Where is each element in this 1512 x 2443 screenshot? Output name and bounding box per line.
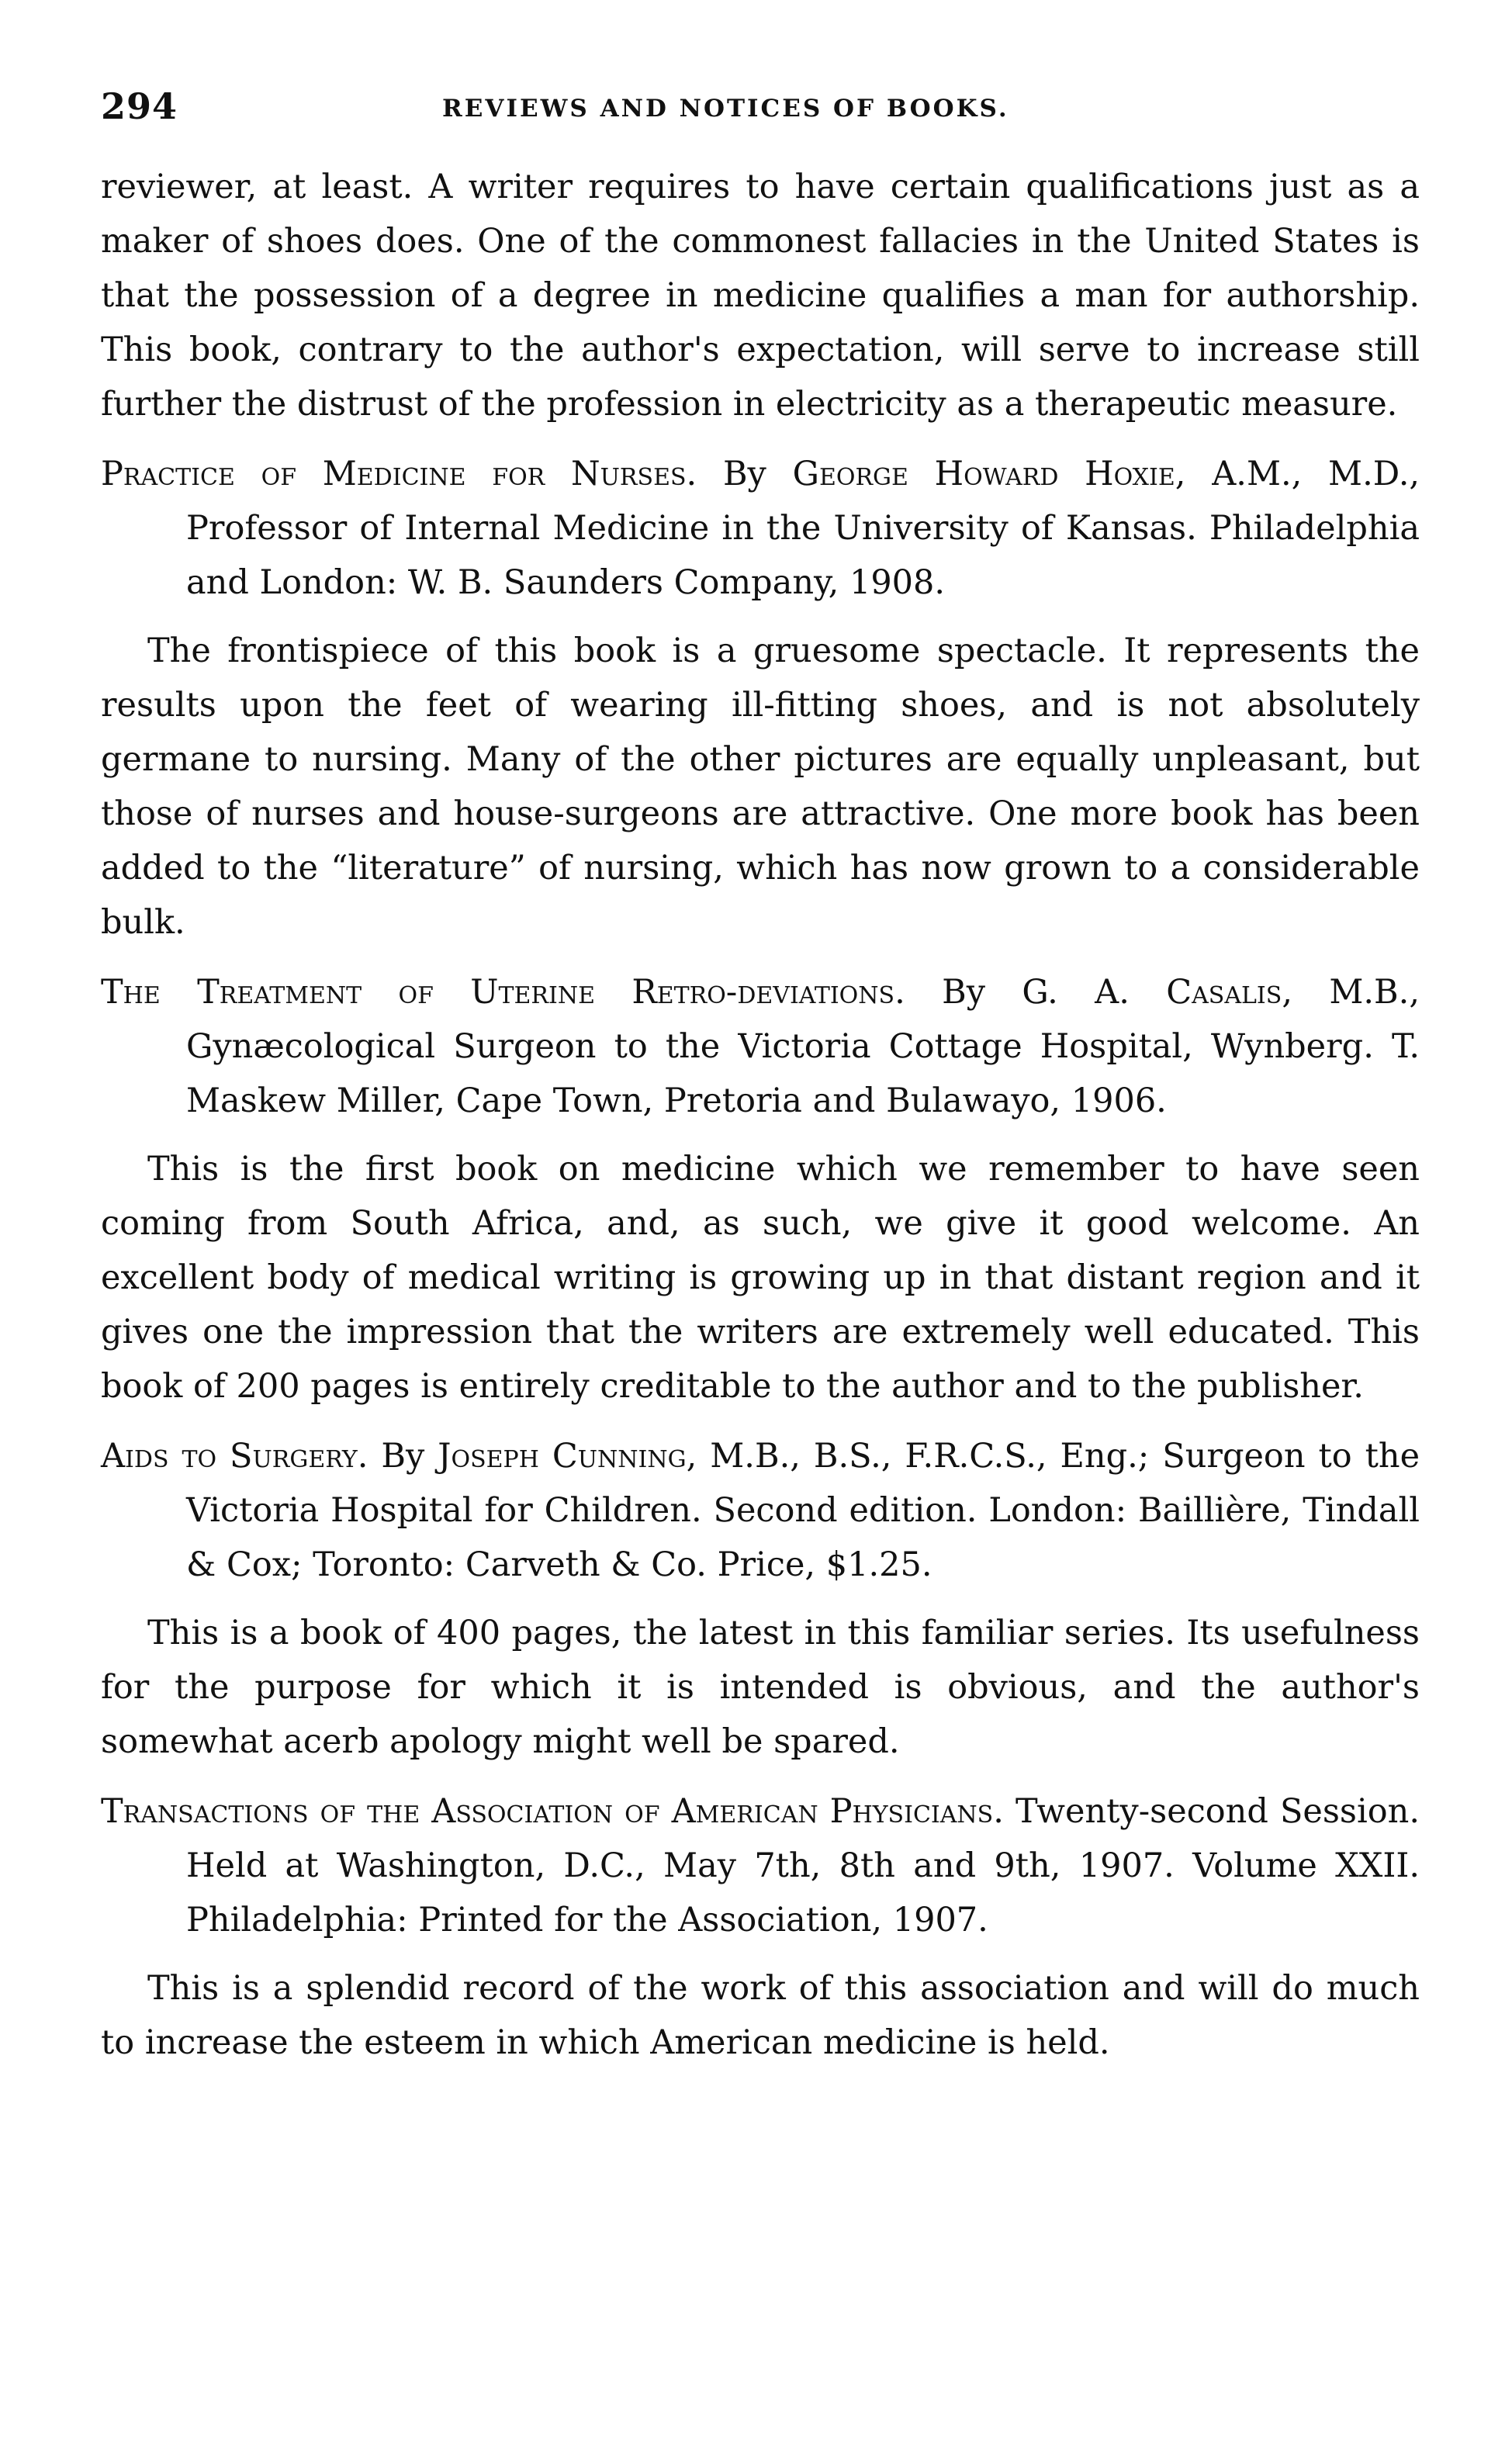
author-prefix: By (942, 973, 985, 1012)
book-details: M.B., B.S., F.R.C.S., Eng.; Surgeon to the Victoria Hospital for Children. Second edition. London: Baillière, Tindall & Cox; Toronto: Carveth & Co. Price, $1.25. (186, 1437, 1420, 1584)
book-title: Practice of Medicine for Nurses. (101, 455, 697, 493)
review-body: This is a splendid record of the work of this association and will do much to increase the esteem in which American medicine is held. (101, 1969, 1420, 2062)
book-details: M.B., Gynæcological Surgeon to the Victoria Cottage Hospital, Wynberg. T. Maskew Miller, Cape Town, Pretoria and Bulawayo, 1906. (186, 973, 1420, 1120)
book-details: A.M., M.D., Professor of Internal Medicine in the University of Kansas. Philadelphia and London: W. B. Saunders Company, 1908. (186, 455, 1420, 602)
review-entry (101, 965, 1420, 1414)
running-title: REVIEWS AND NOTICES OF BOOKS. (442, 95, 1009, 123)
review-entry (101, 1429, 1420, 1769)
book-title: Aids to Surgery. (101, 1437, 368, 1476)
book-citation (101, 1429, 1420, 1592)
author-prefix: By (722, 455, 766, 493)
review-entry (101, 447, 1420, 950)
book-title: The Treatment of Uterine Retro-deviations. (101, 973, 905, 1012)
page-number: 294 (101, 85, 178, 127)
book-author: Joseph Cunning, (438, 1437, 697, 1476)
book-author: G. A. Casalis, (1022, 973, 1293, 1012)
continued-review-paragraph: reviewer, at least. A writer requires to have certain qualifications just as a maker of shoes does. One of the commonest fallacies in the United States is that the possession of a degree in medicine qualifies a man for authorship. This book, contrary to the author's expectation, will serve to increase still further the distrust of the profession in electricity as a therapeutic measure. (101, 168, 1420, 424)
book-author: George Howard Hoxie, (792, 455, 1186, 493)
book-citation (101, 965, 1420, 1128)
book-citation (101, 447, 1420, 610)
review-entry (101, 1784, 1420, 2070)
book-citation (101, 1784, 1420, 1947)
document-page (101, 85, 1420, 2070)
review-body: This is a book of 400 pages, the latest in this familiar series. Its usefulness for the purpose for which it is intended is obvious, and the author's somewhat acerb apology might well be spared. (101, 1614, 1420, 1761)
author-prefix: By (381, 1437, 425, 1476)
book-details: Twenty-second Session. Held at Washington, D.C., May 7th, 8th and 9th, 1907. Volume XXII. Philadelphia: Printed for the Association, 1907. (186, 1792, 1420, 1940)
book-title: Transactions of the Association of American Physicians. (101, 1792, 1004, 1831)
review-body: The frontispiece of this book is a gruesome spectacle. It represents the results upon the feet of wearing ill-fitting shoes, and is not absolutely germane to nursing. Many of the other pictures are equally unpleasant, but those of nurses and house-surgeons are attractive. One more book has been added to the “literature” of nursing, which has now grown to a considerable bulk. (101, 632, 1420, 942)
review-body: This is the first book on medicine which we remember to have seen coming from South Africa, and, as such, we give it good welcome. An excellent body of medical writing is growing up in that distant region and it gives one the impression that the writers are extremely well educated. This book of 200 pages is entirely creditable to the author and to the publisher. (101, 1150, 1420, 1406)
running-header (101, 85, 1420, 147)
